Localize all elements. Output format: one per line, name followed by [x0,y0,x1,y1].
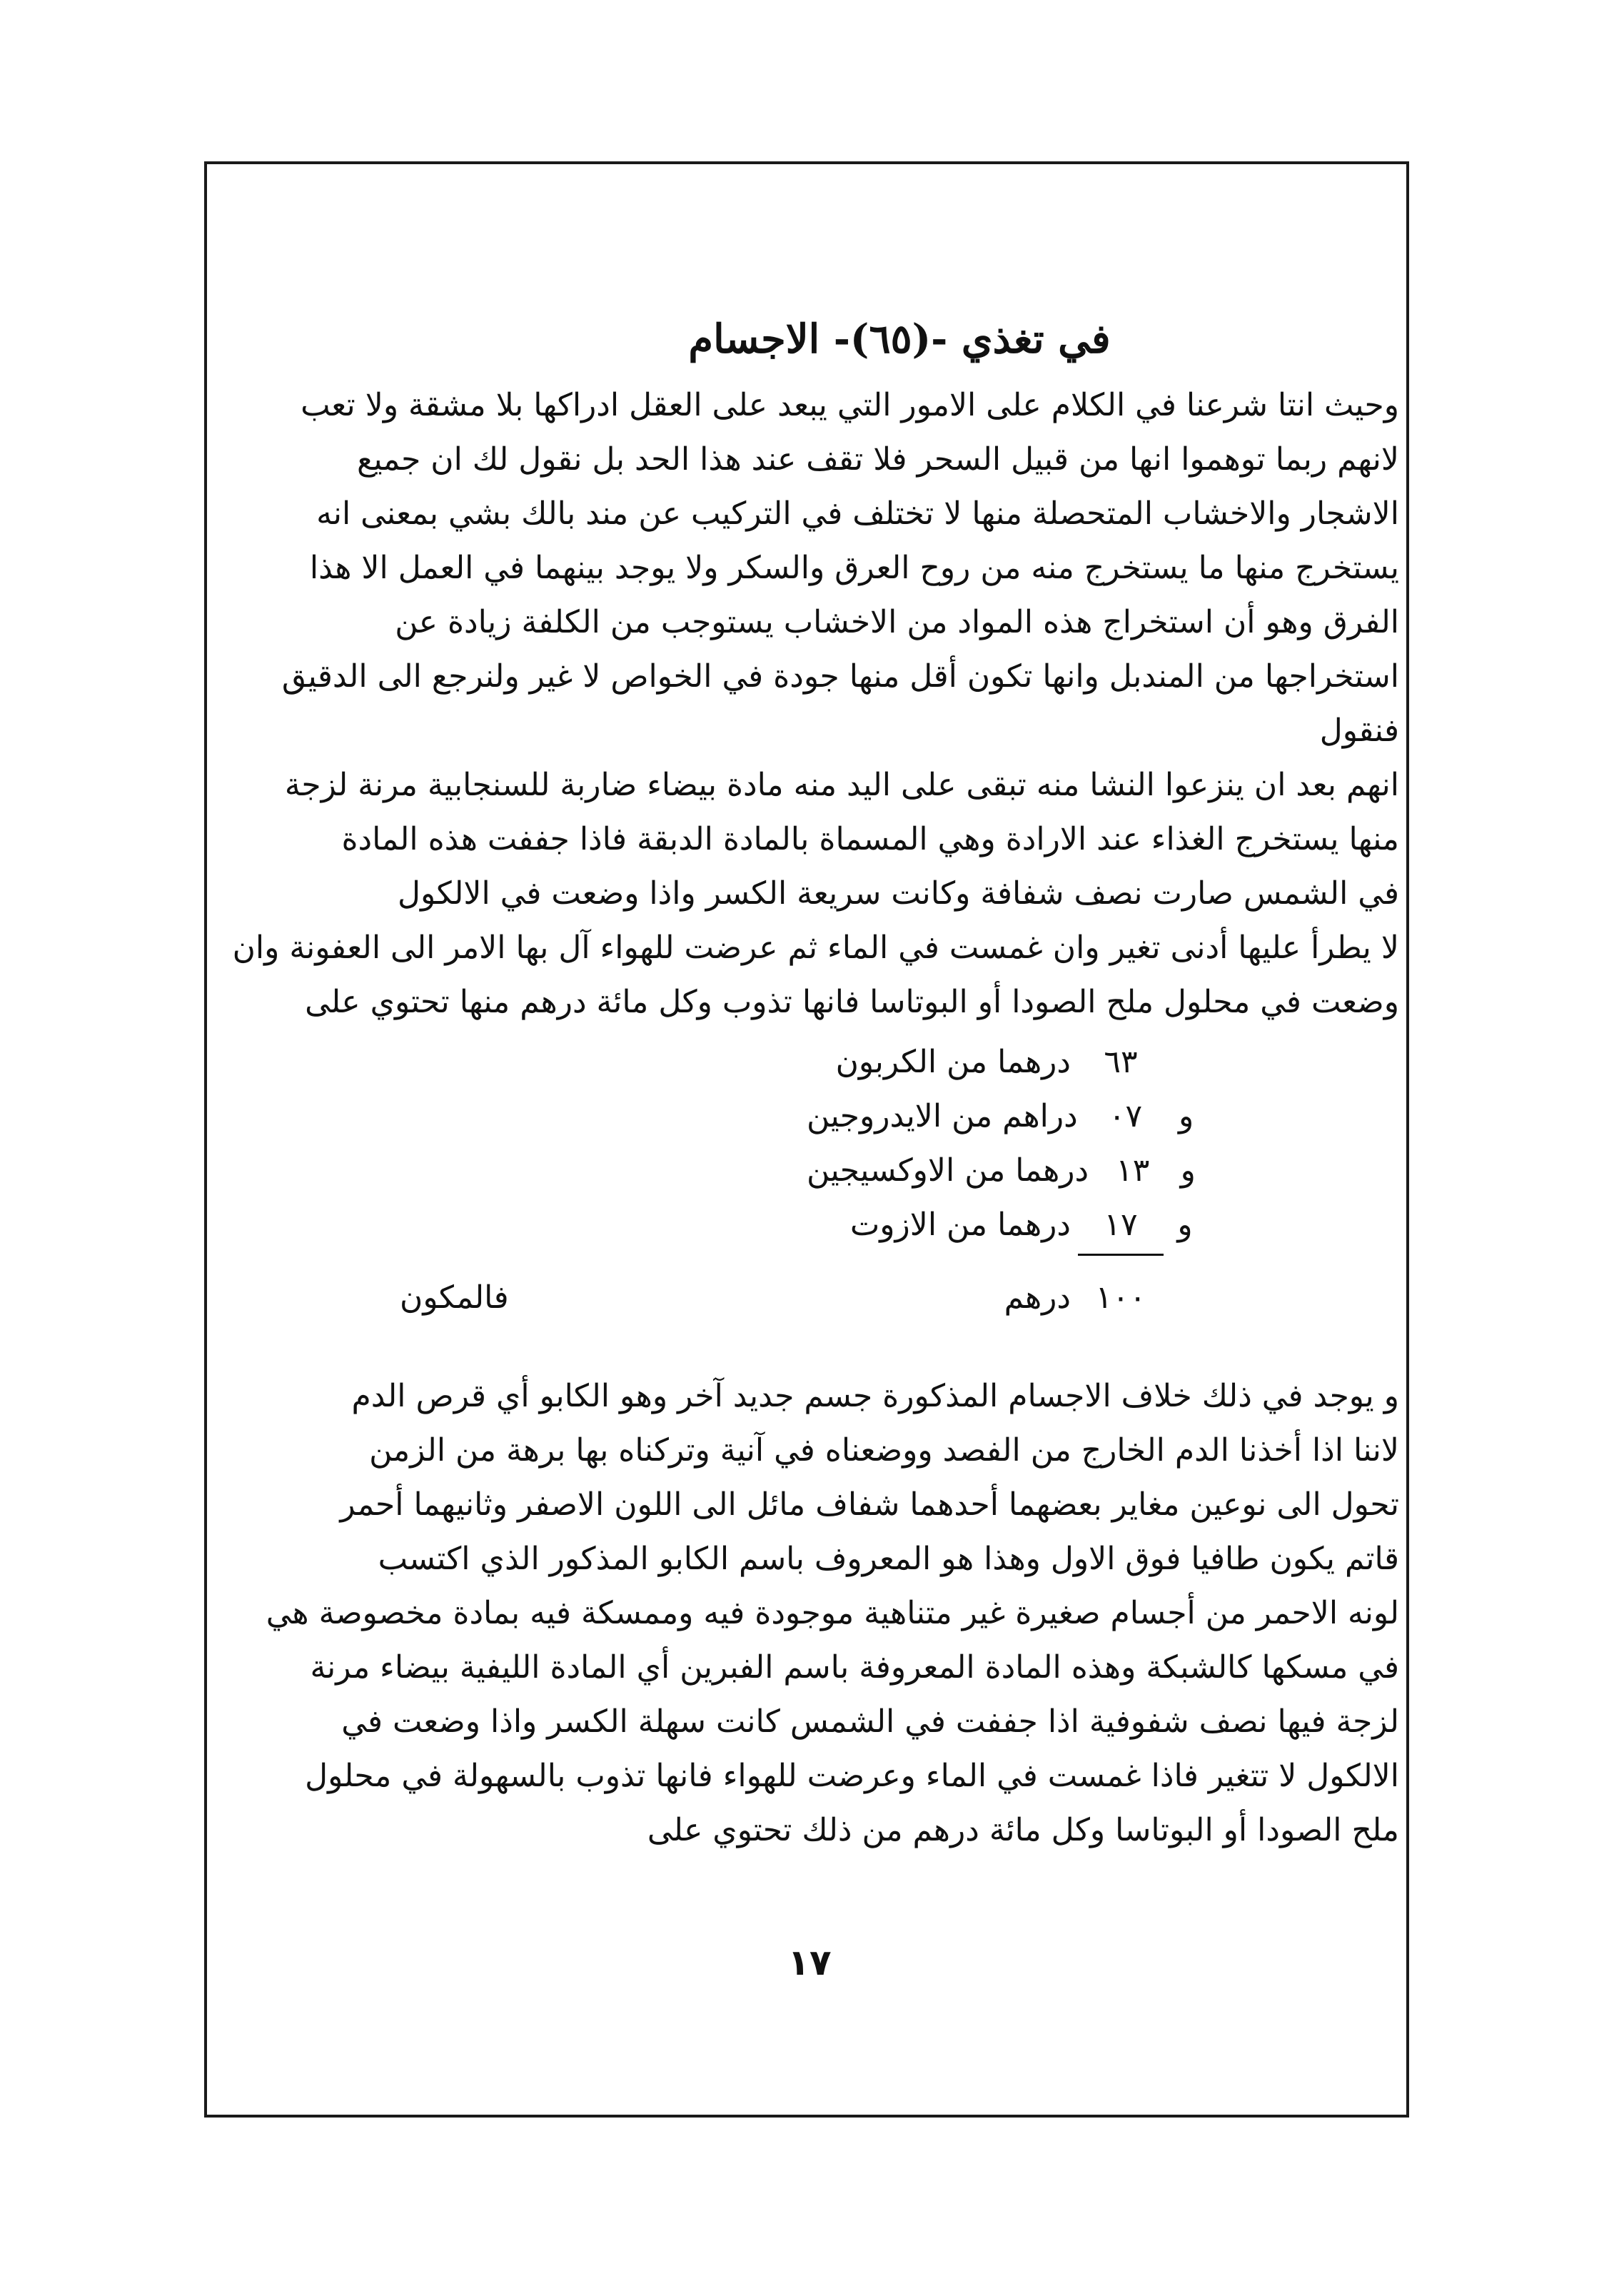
text-line: استخراجها من المندبل وانها تكون أقل منها جودة في الخواص لا غير ولنرجع الى الدقيق [281,658,1399,695]
total-prefix: فالمكون [400,1279,509,1316]
text-line: فنقول [1319,713,1399,749]
text-line: وضعت في محلول ملح الصودا أو البوتاسا فانها تذوب وكل مائة درهم منها تحتوي على [305,984,1399,1020]
paragraph-1 [281,378,1399,758]
composition-total [807,1271,1206,1325]
total-label: درهم [1004,1279,1071,1316]
page-number: ١٧ [787,1942,832,1983]
row-value: ٠٧ [1108,1098,1143,1134]
text-line: وحيث انتا شرعنا في الكلام على الامور التي يبعد على العقل ادراكها بلا مشقة ولا تعب [301,387,1399,423]
text-line: في مسكها كالشبكة وهذه المادة المعروفة باسم الفبرين أي المادة الليفية بيضاء مرنة [310,1649,1399,1686]
text-line: لانهم ربما توهموا انها من قبيل السحر فلا تقف عند هذا الحد بل نقول لك ان جميع [356,441,1399,478]
row-value: ١٣ [1116,1152,1150,1189]
text-line: انهم بعد ان ينزعوا النشا منه تبقى على اليد منه مادة بيضاء ضاربة للسنجابية مرنة لزجة [284,767,1399,803]
text-line: الالكول لا تتغير فاذا غمست في الماء وعرضت للهواء فانها تذوب بالسهولة في محلول [305,1758,1399,1794]
sum-rule [1078,1254,1164,1256]
text-line: قاتم يكون طافيا فوق الاول وهذا هو المعروف باسم الكابو المذكور الذي اكتسب [378,1541,1399,1577]
composition-row [807,1089,1206,1144]
row-conjunction: و [1180,1152,1196,1189]
composition-row [807,1035,1206,1089]
composition-table [400,1035,1399,1364]
row-conjunction [1164,1035,1206,1089]
text-line: منها يستخرج الغذاء عند الارادة وهي المسماة بالمادة الدبقة فاذا جففت هذه المادة [341,821,1399,857]
row-conjunction: و [1178,1098,1194,1134]
text-line: في الشمس صارت نصف شفافة وكانت سريعة الكسر واذا وضعت في الالكول [398,875,1399,912]
text-line: يستخرج منها ما يستخرج منه من روح العرق والسكر ولا يوجد بينهما في العمل الا هذا [309,550,1399,586]
row-value: ٦٣ [1104,1044,1138,1080]
paragraph-2 [232,758,1399,1029]
row-label: درهما من الازوت [849,1207,1071,1243]
text-line: لا يطرأ عليها أدنى تغير وان غمست في الماء ثم عرضت للهواء آل بها الامر الى العفونة وان [232,930,1399,966]
row-label: دراهم من الايدروجين [807,1098,1078,1134]
text-line: ملح الصودا أو البوتاسا وكل مائة درهم من ذلك تحتوي على [647,1812,1399,1848]
row-label: درهما من الكربون [835,1044,1071,1080]
paragraph-3 [266,1369,1399,1858]
text-line: الاشجار والاخشاب المتحصلة منها لا تختلف في التركيب عن مند بالك بشي بمعنى انه [316,495,1399,532]
row-value: ١٧ [1104,1207,1138,1243]
row-conjunction: و [1177,1207,1193,1243]
composition-row [807,1144,1206,1198]
text-line: لزجة فيها نصف شفوفية اذا جففت في الشمس كانت سهلة الكسر واذا وضعت في [341,1703,1399,1740]
text-line: لونه الاحمر من أجسام صغيرة غير متناهية موجودة فيه وممسكة فيه بمادة مخصوصة هي [266,1595,1399,1631]
total-value: ١٠٠ [1095,1279,1146,1316]
composition-row [807,1198,1206,1252]
text-line: الفرق وهو أن استخراج هذه المواد من الاخشاب يستوجب من الكلفة زيادة عن [395,604,1399,640]
text-line: و يوجد في ذلك خلاف الاجسام المذكورة جسم جديد آخر وهو الكابو أي قرص الدم [351,1378,1399,1414]
text-line: تحول الى نوعين مغاير بعضهما أحدهما شفاف مائل الى اللون الاصفر وثانيهما أحمر [340,1486,1399,1523]
text-line: لاننا اذا أخذنا الدم الخارج من الفصد ووضعناه في آنية وتركناه بها برهة من الزمن [369,1432,1399,1469]
page-content [232,300,1399,1858]
page-header: في تغذي -(٦٥)- الاجسام [688,316,1111,363]
row-label: درهما من الاوكسيجين [807,1152,1089,1189]
